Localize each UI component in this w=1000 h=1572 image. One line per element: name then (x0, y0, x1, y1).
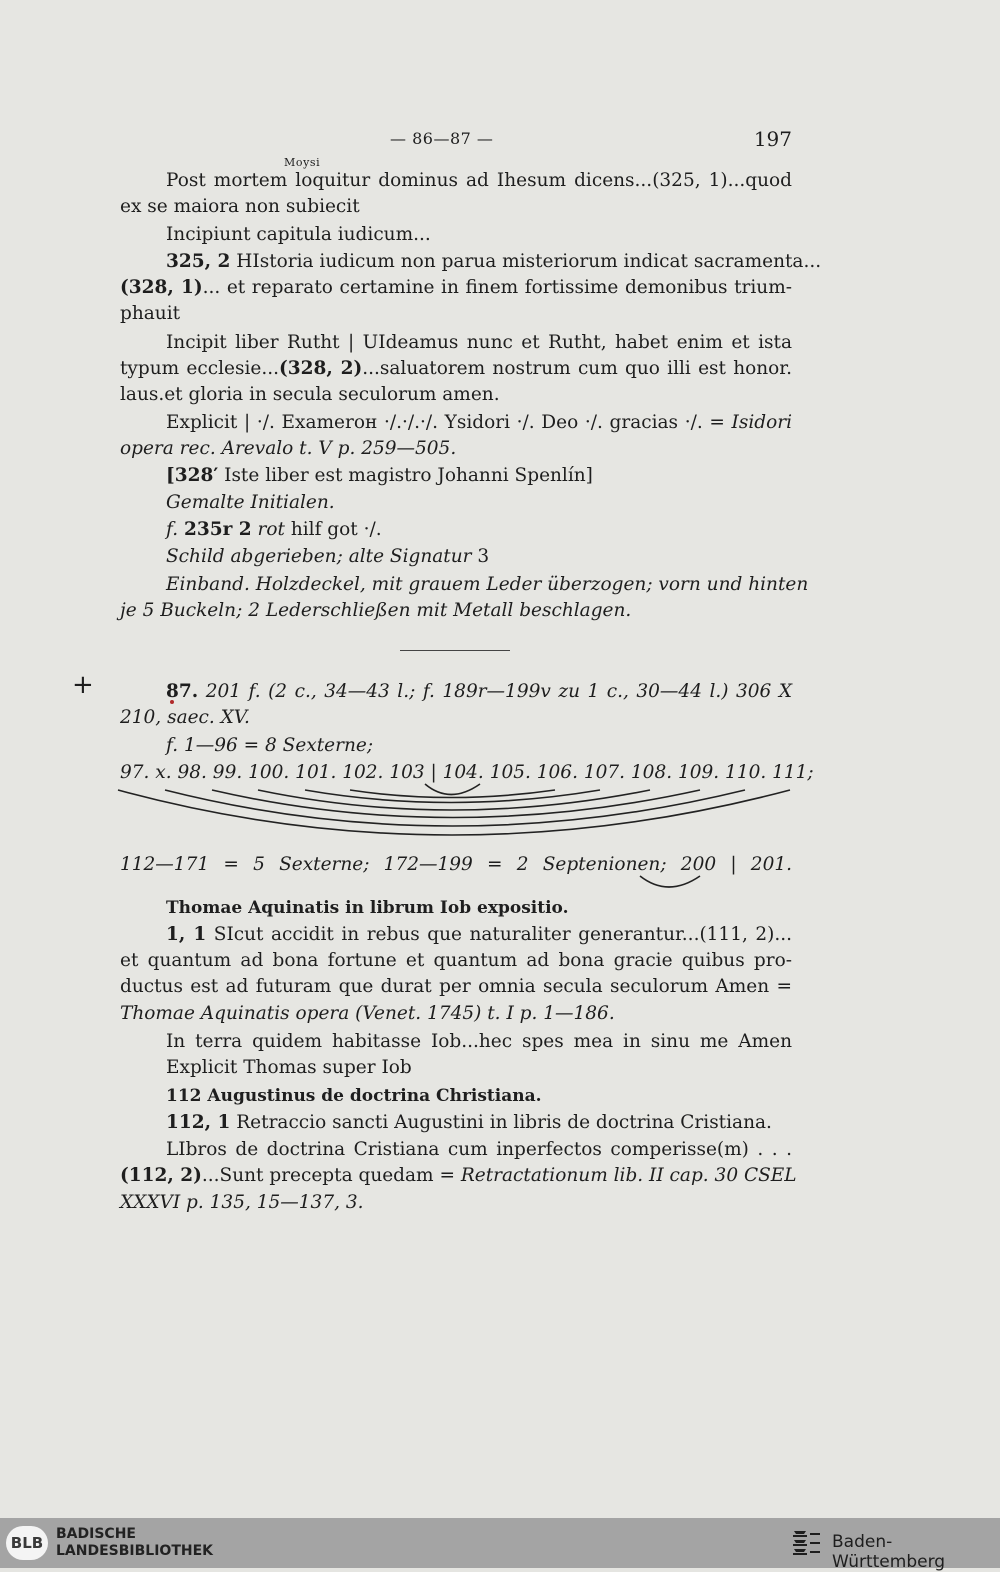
text-line: 210, saec. XV. (120, 707, 250, 728)
text-line: 97. x. 98. 99. 100. 101. 102. 103 | 104. 105. 106. 107. 108. 109. 110. 111; (120, 762, 814, 783)
state-name[interactable]: Baden-Württemberg (832, 1532, 946, 1572)
text-line: laus.et gloria in secula seculorum amen. (120, 384, 500, 405)
text-line: 112—171 = 5 Sexterne; 172—199 = 2 Septenionen; 200 | 201. (120, 854, 792, 875)
interlinear-note: Moysi (284, 156, 321, 169)
quire-arc (425, 784, 480, 795)
text-line: 1, 1 SIcut accidit in rebus que naturaliter generantur...(111, 2)... (166, 924, 792, 945)
quire-arc (258, 790, 650, 810)
text-line: Explicit Thomas super Iob (166, 1057, 412, 1078)
running-head: — 86—87 — (390, 129, 494, 148)
text-line: In terra quidem habitasse Iob...hec spes mea in sinu me Amen (166, 1031, 792, 1052)
text-line: [328′ Iste liber est magistro Johanni Spenlín] (166, 465, 593, 486)
library-name[interactable] (56, 1526, 213, 1560)
text-line: ex se maiora non subiecit (120, 196, 360, 217)
text-line: XXXVI p. 135, 15—137, 3. (120, 1192, 364, 1213)
text-line: LIbros de doctrina Cristiana cum inperfectos comperisse(m) . . . (166, 1139, 792, 1160)
library-name-line2: LANDESBIBLIOTHEK (56, 1543, 214, 1559)
quire-arc (165, 790, 745, 826)
state-lions-icon (790, 1527, 824, 1559)
text-line: Einband. Holzdeckel, mit grauem Leder überzogen; vorn und hinten (166, 574, 809, 595)
text-line: Thomae Aquinatis opera (Venet. 1745) t. I p. 1—186. (120, 1003, 615, 1024)
text-line: 112, 1 Retraccio sancti Augustini in libris de doctrina Cristiana. (166, 1112, 772, 1133)
text-line: ductus est ad futuram que durat per omnia secula seculorum Amen = (120, 976, 792, 997)
library-name-line1: BADISCHE (56, 1526, 136, 1542)
text-line: typum ecclesie...(328, 2)...saluatorem nostrum cum quo illi est honor. (120, 358, 792, 379)
blb-logo[interactable]: BLB (6, 1526, 48, 1560)
text-line: (328, 1)... et reparato certamine in finem fortissime demonibus trium- (120, 277, 792, 298)
text-line: opera rec. Arevalo t. V p. 259—505. (120, 438, 457, 459)
text-line: 325, 2 HIstoria iudicum non parua misteriorum indicat sacramenta... (166, 251, 822, 272)
text-line: f. 235r 2 rot hilf got ·/. (166, 519, 382, 540)
text-line: 87. 201 f. (2 c., 34—43 l.; f. 189r—199v zu 1 c., 30—44 l.) 306 X (166, 681, 792, 702)
quire-arc (305, 790, 600, 803)
page-number: 197 (753, 127, 792, 151)
margin-mark: + (72, 670, 94, 700)
text-line: (112, 2)...Sunt precepta quedam = Retractationum lib. II cap. 30 CSEL (120, 1165, 797, 1186)
text-line: phauit (120, 303, 181, 324)
text-line: Incipit liber Rutht | UIdeamus nunc et Rutht, habet enim et ista (166, 332, 792, 353)
text-line: Incipiunt capitula iudicum... (166, 224, 431, 245)
text-line: Schild abgerieben; alte Signatur 3 (166, 546, 490, 567)
text-line: 112 Augustinus de doctrina Christiana. (166, 1086, 542, 1106)
text-line: je 5 Buckeln; 2 Lederschließen mit Metall beschlagen. (120, 600, 632, 621)
text-line: Explicit | ·/. Examerон ·/.·/.·/. Ysidori ·/. Deo ·/. gracias ·/. = Isidori (166, 412, 792, 433)
text-line: Thomae Aquinatis in librum Iob expositio. (166, 898, 569, 918)
text-line: et quantum ad bona fortune et quantum ad bona gracie quibus pro- (120, 950, 792, 971)
text-line: Post mortem loquitur dominus ad Ihesum dicens...(325, 1)...quod (166, 170, 792, 191)
text-line: f. 1—96 = 8 Sexterne; (166, 735, 374, 756)
footer-bar (0, 1518, 1000, 1572)
text-line: Gemalte Initialen. (166, 492, 335, 513)
